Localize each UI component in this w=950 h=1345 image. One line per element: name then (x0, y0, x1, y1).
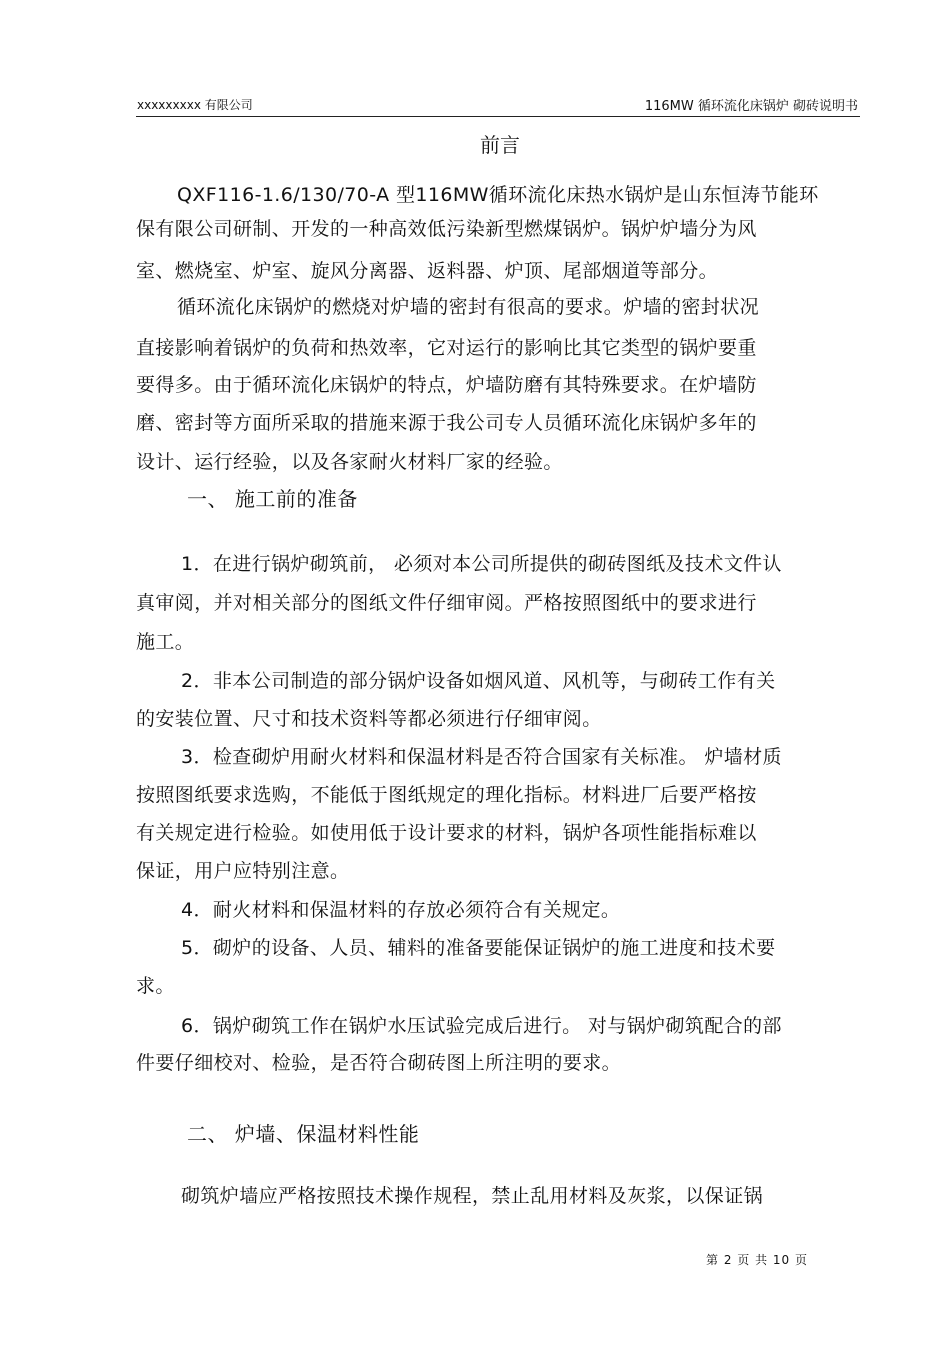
section1-item5-line-2: 求。 (136, 975, 175, 997)
section1-item2-line-2: 的安装位置、尺寸和技术资料等都必须进行仔细审阅。 (136, 708, 602, 730)
section1-item3-line-1: 3．检查砌炉用耐火材料和保温材料是否符合国家有关标准。 炉墙材质 (181, 746, 782, 768)
section1-item5-line-1: 5．砌炉的设备、人员、辅料的准备要能保证锅炉的施工进度和技术要 (181, 937, 776, 959)
section1-item1-line-2: 真审阅，并对相关部分的图纸文件仔细审阅。严格按照图纸中的要求进行 (136, 592, 757, 614)
section2-p1-line-1: 砌筑炉墙应严格按照技术操作规程，禁止乱用材料及灰浆，以保证锅 (181, 1185, 764, 1207)
section1-item6-line-1: 6．锅炉砌筑工作在锅炉水压试验完成后进行。 对与锅炉砌筑配合的部 (181, 1015, 782, 1037)
preface-p2-line-3: 要得多。由于循环流化床锅炉的特点，炉墙防磨有其特殊要求。在炉墙防 (136, 374, 757, 396)
preface-p1-line-3: 室、燃烧室、炉室、旋风分离器、返料器、炉顶、尾部烟道等部分。 (136, 260, 719, 282)
header-divider (136, 116, 860, 117)
section1-item1-line-1: 1．在进行锅炉砌筑前， 必须对本公司所提供的砌砖图纸及技术文件认 (181, 553, 782, 575)
preface-p2-line-5: 设计、运行经验，以及各家耐火材料厂家的经验。 (136, 451, 563, 473)
header-doc-title: 116MW 循环流化床锅炉 砌砖说明书 (644, 99, 858, 114)
preface-p1-line-2: 保有限公司研制、开发的一种高效低污染新型燃煤锅炉。锅炉炉墙分为风 (136, 218, 757, 240)
header-company: xxxxxxxxx 有限公司 (137, 98, 253, 112)
section1-item2-line-1: 2．非本公司制造的部分锅炉设备如烟风道、风机等，与砌砖工作有关 (181, 670, 776, 692)
preface-p2-line-2: 直接影响着锅炉的负荷和热效率，它对运行的影响比其它类型的锅炉要重 (136, 337, 757, 359)
preface-p1-line-1: QXF116-1.6/130/70-A 型116MW循环流化床热水锅炉是山东恒涛节能环 (177, 184, 819, 206)
section1-item3-line-4: 保证，用户应特别注意。 (136, 860, 350, 882)
section1-item4-line-1: 4．耐火材料和保温材料的存放必须符合有关规定。 (181, 899, 621, 921)
preface-p2-line-1: 循环流化床锅炉的燃烧对炉墙的密封有很高的要求。炉墙的密封状况 (177, 296, 760, 318)
section2-heading: 二、 炉墙、保温材料性能 (187, 1122, 420, 1146)
section1-item6-line-2: 件要仔细校对、检验，是否符合砌砖图上所注明的要求。 (136, 1052, 622, 1074)
section1-item3-line-2: 按照图纸要求选购，不能低于图纸规定的理化指标。材料进厂后要严格按 (136, 784, 757, 806)
page-title: 前言 (480, 133, 520, 157)
section1-heading: 一、 施工前的准备 (187, 487, 358, 511)
preface-p2-line-4: 磨、密封等方面所采取的措施来源于我公司专人员循环流化床锅炉多年的 (136, 412, 757, 434)
section1-item3-line-3: 有关规定进行检验。如使用低于设计要求的材料，锅炉各项性能指标难以 (136, 822, 757, 844)
section1-item1-line-3: 施工。 (136, 631, 195, 653)
page-number-footer: 第 2 页 共 10 页 (706, 1253, 808, 1267)
